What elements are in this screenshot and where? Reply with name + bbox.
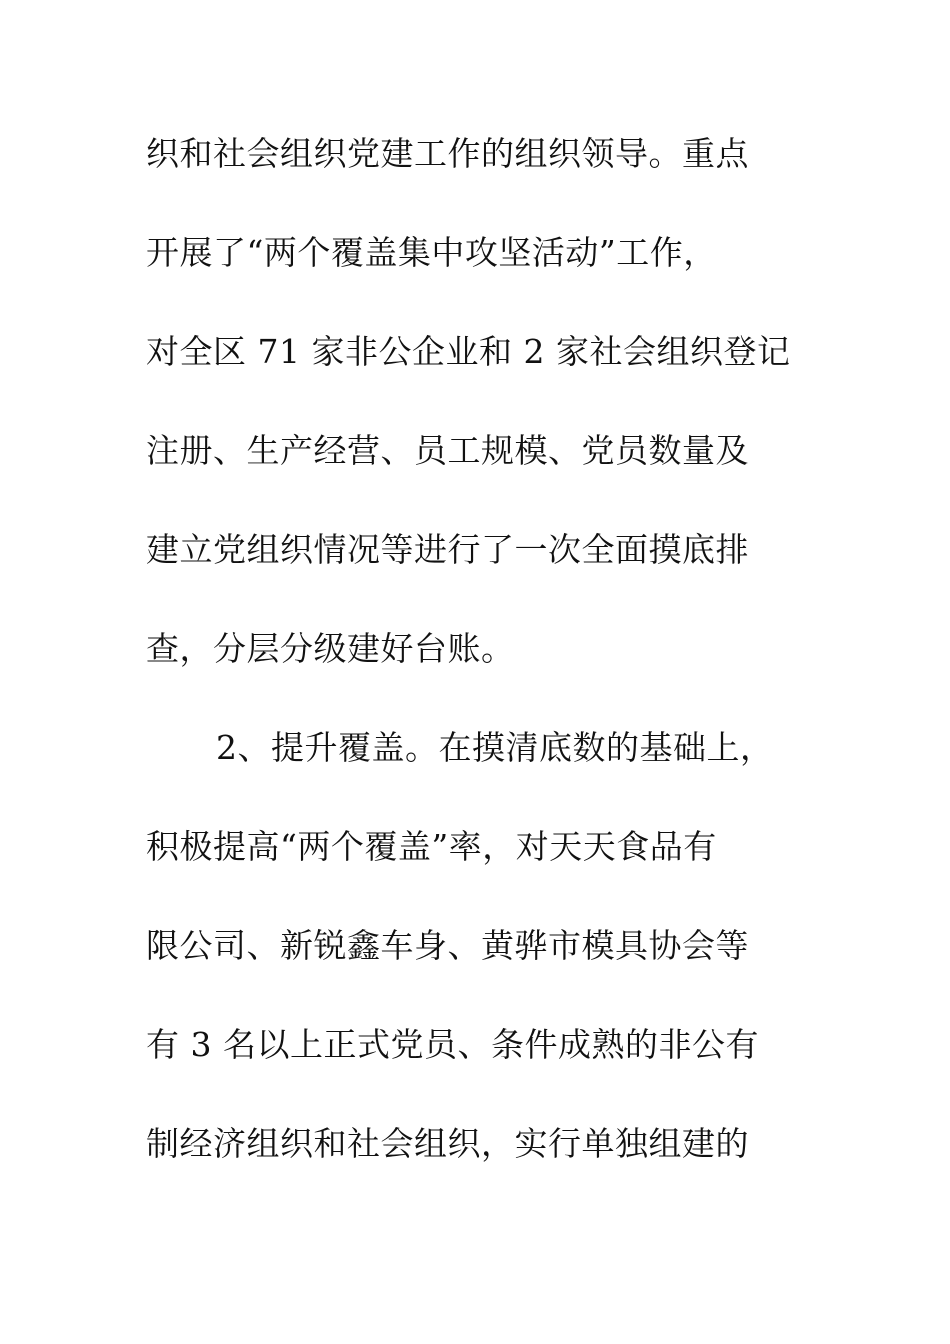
text-line: 建立党组织情况等进行了一次全面摸底排 xyxy=(146,530,749,569)
text-line: 制经济组织和社会组织，实行单独组建的 xyxy=(146,1124,749,1163)
text-line: 织和社会组织党建工作的组织领导。重点 xyxy=(146,134,749,173)
text-line: 积极提高“两个覆盖”率，对天天食品有 xyxy=(146,827,717,866)
text-line: 注册、生产经营、员工规模、党员数量及 xyxy=(146,431,749,470)
text-line: 查，分层分级建好台账。 xyxy=(146,629,515,668)
text-line: 开展了“两个覆盖集中攻坚活动”工作， xyxy=(146,233,717,272)
text-line: 对全区 71 家非公企业和 2 家社会组织登记 xyxy=(146,332,791,371)
text-line: 有 3 名以上正式党员、条件成熟的非公有 xyxy=(146,1025,759,1064)
text-line: 限公司、新锐鑫车身、黄骅市模具协会等 xyxy=(146,926,749,965)
paragraph-start-line: 2、提升覆盖。在摸清底数的基础上， xyxy=(216,728,774,767)
